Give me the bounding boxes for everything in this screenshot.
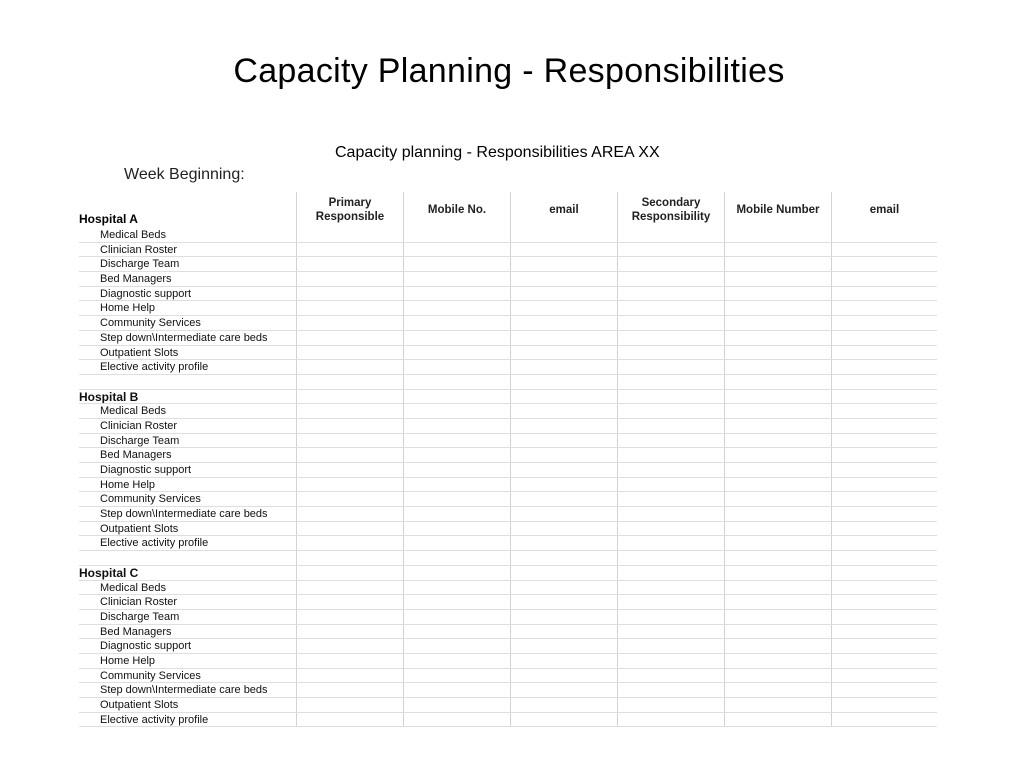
table-row xyxy=(79,301,937,316)
table-cell[interactable] xyxy=(403,243,510,257)
row-label: Home Help xyxy=(100,302,156,315)
table-cell[interactable] xyxy=(617,346,724,360)
table-cell[interactable] xyxy=(510,419,617,433)
table-cell[interactable] xyxy=(724,287,831,301)
table-cell[interactable] xyxy=(617,713,724,727)
row-label: Step down\Intermediate care beds xyxy=(100,331,268,344)
table-cell[interactable] xyxy=(831,639,937,653)
table-cell[interactable] xyxy=(831,331,937,345)
table-cell[interactable] xyxy=(617,228,724,242)
table-cell[interactable] xyxy=(510,287,617,301)
table-cell[interactable] xyxy=(831,522,937,536)
table-cell[interactable] xyxy=(510,683,617,697)
table-cell[interactable] xyxy=(403,581,510,595)
group-name: Hospital C xyxy=(79,565,139,580)
row-label: Diagnostic support xyxy=(100,640,192,653)
table-cell[interactable] xyxy=(296,360,403,374)
table-cell[interactable] xyxy=(510,654,617,668)
table-cell[interactable] xyxy=(724,375,831,389)
table-cell[interactable] xyxy=(296,610,403,624)
table-cell[interactable] xyxy=(510,536,617,550)
table-row xyxy=(79,595,937,610)
table-cell[interactable] xyxy=(296,698,403,712)
table-cell[interactable] xyxy=(296,536,403,550)
table-cell[interactable] xyxy=(724,683,831,697)
table-cell[interactable] xyxy=(510,375,617,389)
table-cell[interactable] xyxy=(510,331,617,345)
table-row xyxy=(79,257,937,272)
table-row xyxy=(79,639,937,654)
table-cell[interactable] xyxy=(510,301,617,315)
table-row xyxy=(79,581,937,596)
table-cell[interactable] xyxy=(617,316,724,330)
table-cell[interactable] xyxy=(617,419,724,433)
table-row xyxy=(79,463,937,478)
table-cell[interactable] xyxy=(724,360,831,374)
table-cell[interactable] xyxy=(724,331,831,345)
row-label: Bed Managers xyxy=(100,449,172,462)
table-row xyxy=(79,448,937,463)
table-row xyxy=(79,434,937,449)
table-row xyxy=(79,507,937,522)
table-cell[interactable] xyxy=(403,610,510,624)
row-label: Clinician Roster xyxy=(100,596,178,609)
table-cell[interactable] xyxy=(724,625,831,639)
table-cell[interactable] xyxy=(617,683,724,697)
table-cell[interactable] xyxy=(831,287,937,301)
table-cell[interactable] xyxy=(403,566,510,580)
table-row xyxy=(79,522,937,537)
table-cell[interactable] xyxy=(296,492,403,506)
table-cell[interactable] xyxy=(831,683,937,697)
table-cell[interactable] xyxy=(724,346,831,360)
table-row xyxy=(79,698,937,713)
table-cell[interactable] xyxy=(724,610,831,624)
row-label: Community Services xyxy=(100,669,201,682)
table-row xyxy=(79,683,937,698)
table-cell[interactable] xyxy=(831,566,937,580)
table-row xyxy=(79,536,937,551)
table-cell[interactable] xyxy=(296,566,403,580)
table-cell[interactable] xyxy=(403,551,510,565)
table-cell[interactable] xyxy=(510,492,617,506)
week-beginning-label: Week Beginning: xyxy=(124,166,245,183)
table-row xyxy=(79,331,937,346)
table-cell[interactable] xyxy=(296,404,403,418)
row-label: Medical Beds xyxy=(100,581,167,594)
table-cell[interactable] xyxy=(831,390,937,404)
table-cell[interactable] xyxy=(617,522,724,536)
table-cell[interactable] xyxy=(724,448,831,462)
row-label: Home Help xyxy=(100,654,156,667)
sheet-heading: Capacity planning - Responsibilities AREA XX xyxy=(335,144,660,161)
table-cell[interactable] xyxy=(831,507,937,521)
table-cell[interactable] xyxy=(617,448,724,462)
table-cell[interactable] xyxy=(724,639,831,653)
table-cell[interactable] xyxy=(403,360,510,374)
table-cell[interactable] xyxy=(510,390,617,404)
table-cell[interactable] xyxy=(831,375,937,389)
row-label: Outpatient Slots xyxy=(100,522,179,535)
table-cell[interactable] xyxy=(403,654,510,668)
table-row xyxy=(79,610,937,625)
table-cell[interactable] xyxy=(296,243,403,257)
table-cell[interactable] xyxy=(403,390,510,404)
table-cell[interactable] xyxy=(617,463,724,477)
row-label: Bed Managers xyxy=(100,625,172,638)
column-header: email xyxy=(831,192,937,228)
table-cell[interactable] xyxy=(724,243,831,257)
column-header: Mobile Number xyxy=(724,192,831,228)
table-cell[interactable] xyxy=(831,669,937,683)
table-cell[interactable] xyxy=(617,257,724,271)
table-row xyxy=(79,243,937,258)
table-cell[interactable] xyxy=(831,463,937,477)
table-cell[interactable] xyxy=(510,360,617,374)
table-cell[interactable] xyxy=(403,448,510,462)
table-cell[interactable] xyxy=(831,478,937,492)
spacer-row xyxy=(79,551,937,566)
table-row xyxy=(79,287,937,302)
table-cell[interactable] xyxy=(510,257,617,271)
table-cell[interactable] xyxy=(510,478,617,492)
table-cell[interactable] xyxy=(403,713,510,727)
table-cell[interactable] xyxy=(296,551,403,565)
table-cell[interactable] xyxy=(724,404,831,418)
table-cell[interactable] xyxy=(617,375,724,389)
table-cell[interactable] xyxy=(296,478,403,492)
table-cell[interactable] xyxy=(403,301,510,315)
table-cell[interactable] xyxy=(617,287,724,301)
table-cell[interactable] xyxy=(296,683,403,697)
table-cell[interactable] xyxy=(403,375,510,389)
table-cell[interactable] xyxy=(510,522,617,536)
slide-title: Capacity Planning - Responsibilities xyxy=(233,52,785,90)
table-cell[interactable] xyxy=(724,595,831,609)
table-cell[interactable] xyxy=(403,228,510,242)
table-cell[interactable] xyxy=(831,581,937,595)
table-cell[interactable] xyxy=(617,434,724,448)
table-row xyxy=(79,713,937,728)
table-row xyxy=(79,360,937,375)
table-cell[interactable] xyxy=(724,463,831,477)
table-cell[interactable] xyxy=(617,243,724,257)
table-cell[interactable] xyxy=(403,639,510,653)
table-cell[interactable] xyxy=(831,243,937,257)
table-cell[interactable] xyxy=(510,507,617,521)
table-cell[interactable] xyxy=(831,419,937,433)
row-label: Outpatient Slots xyxy=(100,346,179,359)
table-cell[interactable] xyxy=(617,639,724,653)
table-cell[interactable] xyxy=(617,404,724,418)
row-label: Discharge Team xyxy=(100,610,180,623)
table-cell[interactable] xyxy=(831,316,937,330)
table-cell[interactable] xyxy=(296,375,403,389)
table-cell[interactable] xyxy=(296,669,403,683)
table-cell[interactable] xyxy=(403,698,510,712)
table-cell[interactable] xyxy=(831,536,937,550)
row-label: Step down\Intermediate care beds xyxy=(100,508,268,521)
table-cell[interactable] xyxy=(510,316,617,330)
table-cell[interactable] xyxy=(724,581,831,595)
table-row xyxy=(79,669,937,684)
table-cell[interactable] xyxy=(510,272,617,286)
spacer-row xyxy=(79,375,937,390)
table-cell[interactable] xyxy=(403,331,510,345)
table-cell[interactable] xyxy=(403,404,510,418)
table-cell[interactable] xyxy=(403,478,510,492)
table-cell[interactable] xyxy=(403,536,510,550)
table-cell[interactable] xyxy=(617,331,724,345)
table-cell[interactable] xyxy=(724,698,831,712)
table-cell[interactable] xyxy=(296,287,403,301)
table-header-row xyxy=(79,192,937,228)
table-cell[interactable] xyxy=(724,390,831,404)
table-cell[interactable] xyxy=(617,551,724,565)
table-cell[interactable] xyxy=(296,625,403,639)
row-label: Discharge Team xyxy=(100,434,180,447)
row-label: Home Help xyxy=(100,478,156,491)
table-cell[interactable] xyxy=(617,595,724,609)
row-label: Medical Beds xyxy=(100,229,167,241)
table-cell[interactable] xyxy=(296,713,403,727)
table-cell[interactable] xyxy=(510,566,617,580)
row-label: Clinician Roster xyxy=(100,243,178,256)
column-header: email xyxy=(510,192,617,228)
row-label: Outpatient Slots xyxy=(100,699,179,711)
row-label: Elective activity profile xyxy=(100,713,209,726)
table-cell[interactable] xyxy=(831,654,937,668)
table-cell[interactable] xyxy=(296,448,403,462)
group-header-hospital-a: Hospital A xyxy=(79,212,138,226)
table-cell[interactable] xyxy=(831,551,937,565)
table-cell[interactable] xyxy=(296,272,403,286)
table-cell[interactable] xyxy=(831,448,937,462)
table-cell[interactable] xyxy=(510,625,617,639)
table-row xyxy=(79,492,937,507)
table-cell[interactable] xyxy=(296,346,403,360)
table-cell[interactable] xyxy=(403,257,510,271)
table-cell[interactable] xyxy=(510,243,617,257)
table-cell[interactable] xyxy=(831,595,937,609)
table-cell[interactable] xyxy=(296,639,403,653)
table-cell[interactable] xyxy=(831,610,937,624)
table-cell[interactable] xyxy=(296,507,403,521)
table-cell[interactable] xyxy=(403,346,510,360)
table-cell[interactable] xyxy=(724,536,831,550)
table-cell[interactable] xyxy=(403,434,510,448)
table-cell[interactable] xyxy=(831,404,937,418)
row-label: Bed Managers xyxy=(100,273,172,286)
table-cell[interactable] xyxy=(724,551,831,565)
table-cell[interactable] xyxy=(831,492,937,506)
table-cell[interactable] xyxy=(403,287,510,301)
table-row xyxy=(79,478,937,493)
row-label: Step down\Intermediate care beds xyxy=(100,684,268,697)
table-cell[interactable] xyxy=(296,434,403,448)
table-cell[interactable] xyxy=(510,463,617,477)
table-cell[interactable] xyxy=(724,419,831,433)
table-cell[interactable] xyxy=(510,610,617,624)
table-cell[interactable] xyxy=(831,625,937,639)
table-cell[interactable] xyxy=(403,683,510,697)
row-label: Medical Beds xyxy=(100,405,167,418)
table-cell[interactable] xyxy=(403,595,510,609)
column-header: Primary Responsible xyxy=(296,192,403,228)
table-cell[interactable] xyxy=(831,713,937,727)
table-cell[interactable] xyxy=(617,360,724,374)
table-cell[interactable] xyxy=(724,654,831,668)
table-cell[interactable] xyxy=(617,566,724,580)
row-label: Clinician Roster xyxy=(100,419,178,432)
table-cell[interactable] xyxy=(724,669,831,683)
table-cell[interactable] xyxy=(724,228,831,242)
spacer-label xyxy=(79,375,296,389)
table-cell[interactable] xyxy=(617,698,724,712)
table-row xyxy=(79,404,937,419)
table-cell[interactable] xyxy=(617,272,724,286)
table-cell[interactable] xyxy=(403,492,510,506)
table-cell[interactable] xyxy=(724,507,831,521)
table-cell[interactable] xyxy=(831,301,937,315)
row-label: Discharge Team xyxy=(100,258,180,271)
table-cell[interactable] xyxy=(724,301,831,315)
table-cell[interactable] xyxy=(724,566,831,580)
table-row xyxy=(79,625,937,640)
table-cell[interactable] xyxy=(831,257,937,271)
row-label: Community Services xyxy=(100,317,201,330)
group-name: Hospital B xyxy=(79,389,139,404)
table-cell[interactable] xyxy=(296,419,403,433)
table-cell[interactable] xyxy=(617,390,724,404)
table-cell[interactable] xyxy=(617,478,724,492)
table-cell[interactable] xyxy=(831,698,937,712)
table-cell[interactable] xyxy=(403,419,510,433)
table-cell[interactable] xyxy=(296,331,403,345)
table-cell[interactable] xyxy=(296,257,403,271)
table-cell[interactable] xyxy=(617,507,724,521)
table-cell[interactable] xyxy=(510,669,617,683)
table-cell[interactable] xyxy=(296,654,403,668)
table-cell[interactable] xyxy=(617,492,724,506)
table-cell[interactable] xyxy=(510,228,617,242)
table-cell[interactable] xyxy=(724,522,831,536)
table-row xyxy=(79,654,937,669)
table-cell[interactable] xyxy=(724,492,831,506)
table-cell[interactable] xyxy=(510,551,617,565)
table-row xyxy=(79,419,937,434)
table-cell[interactable] xyxy=(724,272,831,286)
column-header: Mobile No. xyxy=(403,192,510,228)
table-cell[interactable] xyxy=(403,522,510,536)
table-cell[interactable] xyxy=(831,360,937,374)
table-cell[interactable] xyxy=(617,581,724,595)
table-cell[interactable] xyxy=(831,228,937,242)
table-row xyxy=(79,346,937,361)
table-cell[interactable] xyxy=(510,346,617,360)
table-cell[interactable] xyxy=(510,698,617,712)
row-label: Diagnostic support xyxy=(100,464,192,476)
table-cell[interactable] xyxy=(510,581,617,595)
table-cell[interactable] xyxy=(724,257,831,271)
table-cell[interactable] xyxy=(296,301,403,315)
table-cell[interactable] xyxy=(617,669,724,683)
table-cell[interactable] xyxy=(403,625,510,639)
table-cell[interactable] xyxy=(724,713,831,727)
table-row xyxy=(79,228,937,243)
table-cell[interactable] xyxy=(617,654,724,668)
table-row xyxy=(79,272,937,287)
row-label: Diagnostic support xyxy=(100,287,192,300)
table-cell[interactable] xyxy=(296,581,403,595)
table-cell[interactable] xyxy=(617,301,724,315)
table-cell[interactable] xyxy=(831,272,937,286)
responsibilities-table xyxy=(79,192,937,727)
table-cell[interactable] xyxy=(296,390,403,404)
table-cell[interactable] xyxy=(296,595,403,609)
table-cell[interactable] xyxy=(617,625,724,639)
table-cell[interactable] xyxy=(617,610,724,624)
table-cell[interactable] xyxy=(831,346,937,360)
column-header: Secondary Responsibility xyxy=(617,192,724,228)
row-label: Elective activity profile xyxy=(100,361,209,374)
table-cell[interactable] xyxy=(296,228,403,242)
table-cell[interactable] xyxy=(296,522,403,536)
table-cell[interactable] xyxy=(831,434,937,448)
table-cell[interactable] xyxy=(403,316,510,330)
table-cell[interactable] xyxy=(403,669,510,683)
table-cell[interactable] xyxy=(510,639,617,653)
table-cell[interactable] xyxy=(403,507,510,521)
table-cell[interactable] xyxy=(510,713,617,727)
row-label: Community Services xyxy=(100,493,201,506)
table-cell[interactable] xyxy=(510,404,617,418)
table-cell[interactable] xyxy=(510,595,617,609)
table-cell[interactable] xyxy=(724,316,831,330)
table-cell[interactable] xyxy=(510,434,617,448)
table-cell[interactable] xyxy=(617,536,724,550)
table-cell[interactable] xyxy=(403,272,510,286)
row-label: Elective activity profile xyxy=(100,537,209,550)
table-cell[interactable] xyxy=(724,478,831,492)
table-cell[interactable] xyxy=(403,463,510,477)
table-cell[interactable] xyxy=(510,448,617,462)
table-cell[interactable] xyxy=(296,463,403,477)
table-row xyxy=(79,316,937,331)
group-row xyxy=(79,390,937,405)
table-cell[interactable] xyxy=(296,316,403,330)
group-row xyxy=(79,566,937,581)
table-cell[interactable] xyxy=(724,434,831,448)
spacer-label xyxy=(79,551,296,565)
